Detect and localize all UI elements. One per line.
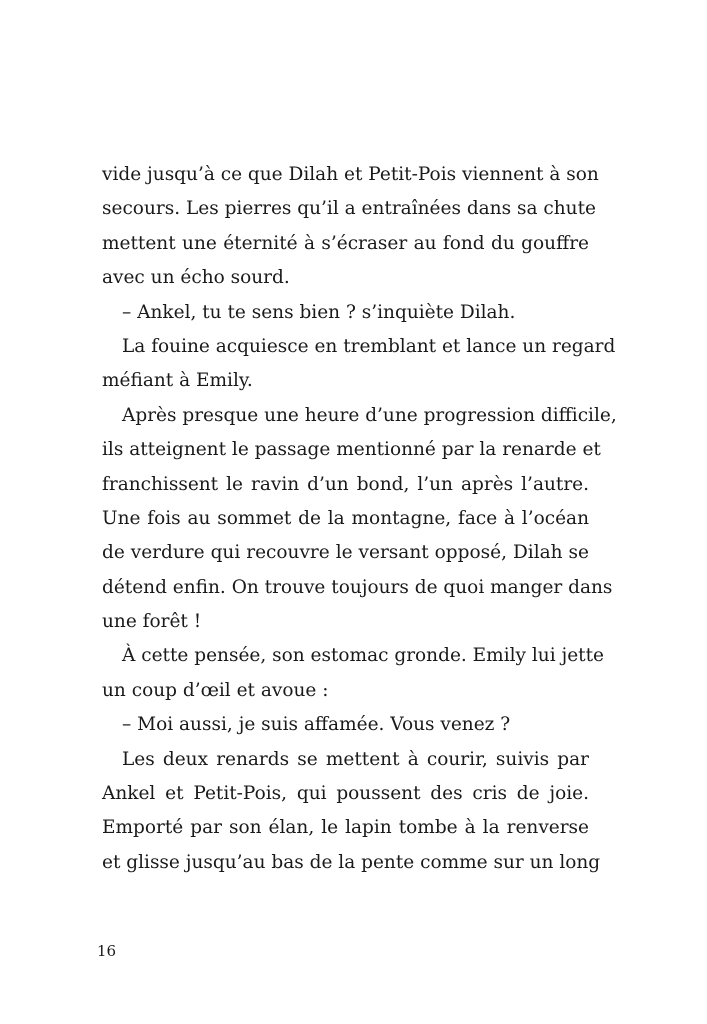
- text-line: et glisse jusqu’au bas de la pente comme sur un long: [102, 851, 601, 873]
- text-line: un coup d’œil et avoue :: [102, 679, 329, 701]
- text-line: vide jusqu’à ce que Dilah et Petit-Pois viennent à son: [102, 164, 599, 185]
- dialogue-line: – Moi aussi, je suis affamée. Vous venez ?: [122, 714, 511, 736]
- text-line: avec un écho sourd.: [102, 267, 290, 289]
- text-line: À cette pensée, son estomac gronde. Emily lui jette: [122, 645, 604, 667]
- text-line: Ankel et Petit-Pois, qui poussent des cris de joie.: [102, 783, 589, 805]
- text-line: méfiant à Emily.: [102, 370, 253, 392]
- text-line: Les deux renards se mettent à courir, suivis par: [122, 748, 589, 770]
- text-line: Après presque une heure d’une progression difficile,: [122, 404, 617, 426]
- text-line: franchissent le ravin d’un bond, l’un après l’autre.: [102, 473, 589, 495]
- text-line: secours. Les pierres qu’il a entraînées dans sa chute: [102, 198, 596, 220]
- text-line: ils atteignent le passage mentionné par la renarde et: [102, 439, 601, 461]
- dialogue-line: – Ankel, tu te sens bien ? s’inquiète Dilah.: [122, 301, 516, 323]
- text-line: Une fois au sommet de la montagne, face à l’océan: [102, 507, 589, 529]
- text-line: une forêt !: [102, 611, 202, 633]
- page-number: 16: [97, 942, 117, 960]
- text-line: mettent une éternité à s’écraser au fond du gouffre: [102, 232, 589, 254]
- text-line: Emporté par son élan, le lapin tombe à la renverse: [102, 817, 589, 839]
- body-text: [102, 158, 617, 880]
- text-line: La fouine acquiesce en tremblant et lance un regard: [122, 335, 616, 357]
- text-line: détend enfin. On trouve toujours de quoi manger dans: [102, 576, 613, 598]
- text-line: de verdure qui recouvre le versant opposé, Dilah se: [102, 542, 589, 564]
